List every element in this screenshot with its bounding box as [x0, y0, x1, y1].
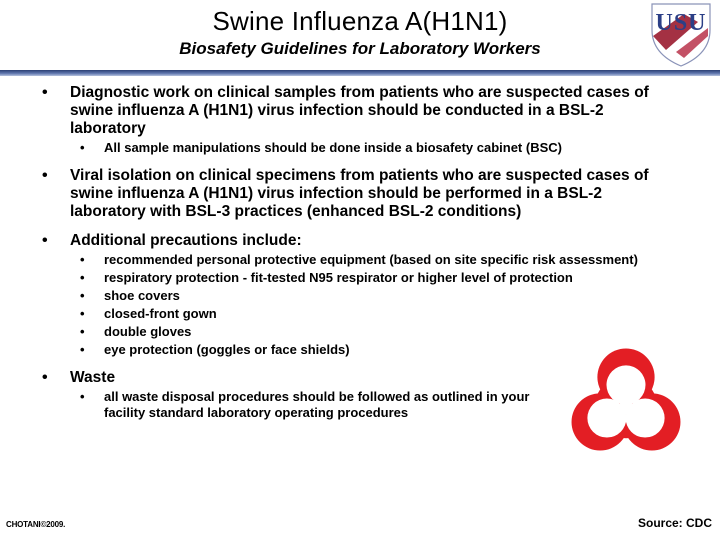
slide-subtitle: Biosafety Guidelines for Laboratory Workers — [179, 39, 541, 58]
bullet-item: • Diagnostic work on clinical samples from patients who are suspected cases of swine influenza A (H1N1) virus infection should be conducted in a BSL-2 laboratory — [70, 84, 670, 138]
header-divider — [0, 70, 720, 76]
logo-text: USU — [655, 10, 707, 36]
sub-bullet-item: • closed-front gown — [104, 306, 644, 322]
sub-bullet-item: • respiratory protection - fit-tested N95 respirator or higher level of protection — [104, 270, 644, 286]
bullet-item: • Waste — [70, 369, 670, 387]
source-text: Source: CDC — [637, 516, 712, 530]
bullet-item: • Viral isolation on clinical specimens from patients who are suspected cases of swine influenza A (H1N1) virus infection should be performed in a BSL-2 laboratory with BSL-3 practices (enhanced BSL-2 conditions) — [70, 167, 670, 221]
sub-bullet-item: • double gloves — [104, 324, 644, 340]
sub-bullet-item: • eye protection (goggles or face shields) — [104, 342, 644, 358]
sub-bullet-item: • all waste disposal procedures should be followed as outlined in your facility standard laboratory operating procedures — [104, 389, 544, 421]
copyright-text: CHOTANI©2009. — [6, 520, 66, 529]
usu-logo — [646, 0, 716, 68]
biohazard-icon — [560, 342, 692, 472]
sub-bullet-item: • All sample manipulations should be done inside a biosafety cabinet (BSC) — [104, 140, 644, 156]
sub-bullet-item: • shoe covers — [104, 288, 644, 304]
bullet-item: • Additional precautions include: — [70, 232, 670, 250]
sub-bullet-item: • recommended personal protective equipment (based on site specific risk assessment) — [104, 252, 644, 268]
slide-title: Swine Influenza A(H1N1) — [212, 6, 508, 36]
